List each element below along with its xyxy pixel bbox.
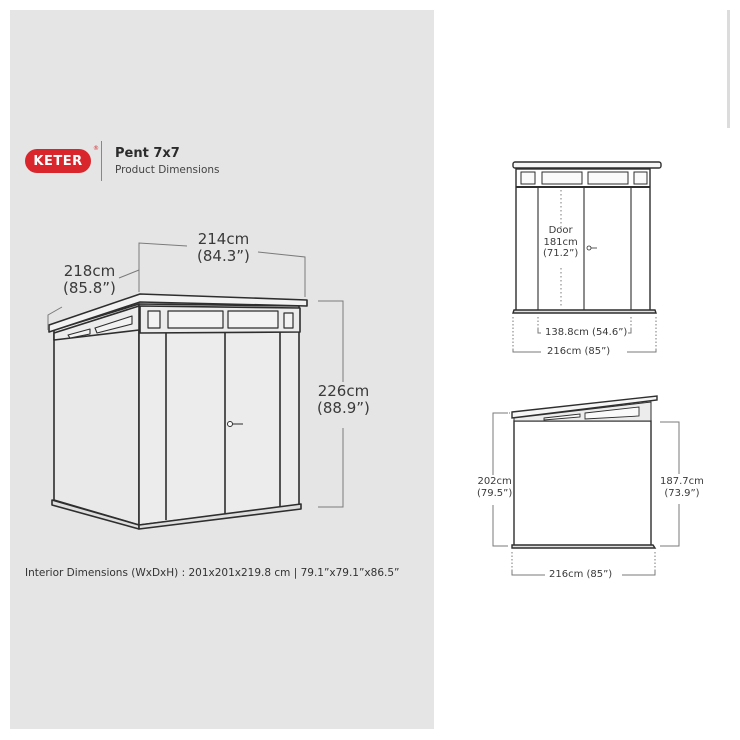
width-in: (84.3”) — [197, 247, 250, 266]
back-height-label — [660, 476, 704, 499]
height-in: (88.9”) — [317, 399, 370, 418]
front-height-label — [477, 476, 512, 499]
interior-dimensions: Interior Dimensions (WxDxH) : 201x201x219.8 cm | 79.1”x79.1”x86.5” — [25, 567, 400, 579]
depth-in: (85.8”) — [63, 279, 116, 298]
door-height-label — [543, 225, 578, 260]
front-total-width-label: 216cm (85”) — [547, 346, 611, 357]
height-dimension-label — [317, 383, 370, 418]
product-title: Pent 7x7 — [115, 146, 180, 161]
height-cm: 226cm — [317, 382, 370, 400]
side-total-width-label: 216cm (85”) — [549, 569, 613, 580]
front-height-in: (79.5”) — [477, 487, 513, 499]
depth-dimension-label — [63, 263, 116, 298]
side-view-drawing — [512, 396, 657, 548]
door-height-cm: 181cm — [543, 236, 578, 248]
front-view-drawing — [513, 162, 661, 313]
door-width-label: 138.8cm (54.6”) — [545, 327, 628, 338]
logo-text: KETER — [33, 153, 83, 169]
door-label: Door — [548, 225, 573, 236]
front-height-cm: 202cm — [477, 476, 512, 487]
door-height-in: (71.2”) — [543, 248, 579, 259]
iso-shed-drawing — [49, 294, 307, 529]
product-subtitle: Product Dimensions — [115, 164, 220, 176]
registered-mark: ® — [93, 145, 99, 152]
back-height-in: (73.9”) — [664, 487, 700, 499]
depth-cm: 218cm — [63, 262, 116, 280]
width-cm: 214cm — [197, 230, 250, 248]
width-dimension-label — [197, 231, 250, 266]
back-height-cm: 187.7cm — [660, 476, 704, 487]
